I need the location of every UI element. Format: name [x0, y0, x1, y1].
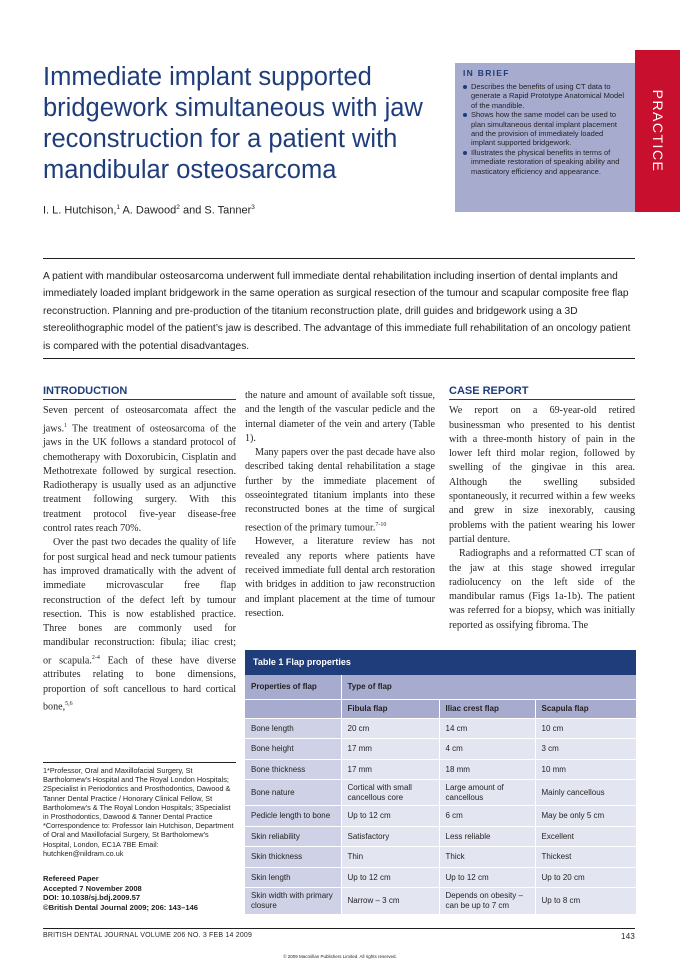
table-cell: 6 cm — [439, 806, 535, 827]
author-1: I. L. Hutchison, — [43, 204, 117, 217]
introduction-heading: INTRODUCTION — [43, 384, 236, 400]
middle-paragraph-2: Many papers over the past decade have also described taking dental rehabilitation a stage further by the immediate placement of osseointegrated titanium implants into these reconstructed bones at the time of surgical resection of the primary tumour.$^{7-10}$ — [245, 447, 435, 534]
table-cell: Large amount of cancellous — [439, 780, 535, 806]
in-brief-item-text: Illustrates the physical benefits in terms of immediate restoration of speaking ability and masticatory efficiency and appearance. — [471, 147, 620, 176]
table-cell: Depends on obesity – can be up to 7 cm — [439, 888, 535, 914]
footer-rule — [43, 928, 635, 929]
column-case-report — [449, 384, 635, 633]
table-cell: Thick — [439, 847, 535, 868]
table-row-header: Bone length — [245, 718, 341, 739]
case-paragraph-1: We report on a 69-year-old retired businessman who presented to his dentist with a three-month history of pain in the lower left third molar region, followed by swelling of the gingivae in this area. Although the swelling subsided spontaneously, it recurred within a few weeks and grew in size inexorably, causing problems with the patient wearing his lower partial denture. — [449, 405, 635, 545]
table-cell: Narrow – 3 cm — [341, 888, 439, 914]
table-row-header: Skin reliability — [245, 826, 341, 847]
table-row — [245, 826, 636, 847]
table-cell: Up to 8 cm — [535, 888, 636, 914]
section-tab — [635, 50, 680, 212]
table-row — [245, 780, 636, 806]
table-row-header: Bone thickness — [245, 759, 341, 780]
intro-paragraph-1: Seven percent of osteosarcomata affect the jaws.$^1$ The treatment of osteosarcoma of the jaws in the UK follows a standard protocol of chemotherapy with Doxorubicin, Cisplatin and Methotrexate followed by surgical resection. Radiotherapy is usually used as an adjunctive treatment following surgery. With this treatment protocol five-year disease-free control rates reach 70%. — [43, 405, 236, 535]
table-cell: Up to 12 cm — [341, 806, 439, 827]
publication-info — [43, 874, 236, 912]
page-footer — [43, 932, 635, 939]
table-cell: 4 cm — [439, 739, 535, 760]
abstract-top-rule — [43, 258, 635, 259]
table-cell: Up to 12 cm — [341, 867, 439, 888]
table-cell: 10 mm — [535, 759, 636, 780]
in-brief-item-text: Describes the benefits of using CT data to generate a Rapid Prototype Anatomical Model of the mandible. — [471, 82, 625, 110]
table-row — [245, 759, 636, 780]
copyright-line: © 2009 Macmillan Publishers Limited. All rights reserved. — [283, 954, 397, 959]
in-brief-heading: IN BRIEF — [463, 68, 510, 78]
table-title: Table 1 Flap properties — [245, 650, 636, 675]
table-cell: 20 cm — [341, 718, 439, 739]
abstract: A patient with mandibular osteosarcoma underwent full immediate dental rehabilitation including insertion of dental implants and immediately loaded implant bridgework in the same operation as surgical resection of the tumour and scapular composite free flap reconstruction. Planning and pre-production of the titanium reconstruction plate, drill guides and bridgework using a 3D stereolithographic model of the patient’s jaw is described. The advantage of this immediate full rehabilitation of an oncology patient is compared with the potential disadvantages. — [43, 271, 631, 352]
table-row — [245, 867, 636, 888]
table-header-col: Fibula flap — [341, 699, 439, 718]
in-brief-item — [463, 148, 625, 176]
affiliations: 1*Professor, Oral and Maxillofacial Surgery, St Bartholomew’s Hospital and The Royal London Hospitals; 2Specialist in Periodontics and Prosthodontics, Dawood & Tanner Dental Practice / Honorary Clinical Fellow, St Bartholomew’s & The Royal London Hospitals; 3Specialist in Prosthodontics, Dawood & Tanner Dental Practice *Correspondence to: Professor Iain Hutchison, Department of Oral and Maxillofacial Surgery, St Bartholomew’s Hospital, London, EC1A 7BE Email: hutchken@nildram.co.uk — [43, 766, 234, 858]
accepted-date: Accepted 7 November 2008 — [43, 883, 142, 893]
table-cell: Less reliable — [439, 826, 535, 847]
table-row — [245, 806, 636, 827]
table-row — [245, 718, 636, 739]
journal-info: BRITISH DENTAL JOURNAL VOLUME 206 NO. 3 FEB 14 2009 — [43, 932, 253, 939]
middle-paragraph-1: the nature and amount of available soft tissue, and the length of the vascular pedicle and the internal diameter of the vein and artery (Table 1). — [245, 390, 435, 444]
table-row — [245, 847, 636, 868]
table-cell: Excellent — [535, 826, 636, 847]
table-cell: 18 mm — [439, 759, 535, 780]
author-1-affil: 1 — [116, 204, 120, 211]
table-cell: 10 cm — [535, 718, 636, 739]
section-tab-label: PRACTICE — [649, 89, 666, 173]
table-row-header: Bone height — [245, 739, 341, 760]
abstract-bottom-rule — [43, 358, 635, 359]
table-cell: 17 mm — [341, 739, 439, 760]
doi: DOI: 10.1038/sj.bdj.2009.57 — [43, 893, 141, 903]
middle-paragraph-3: However, a literature review has not revealed any reports where patients have received immediate full dental arch restoration with bridges in addition to jaw reconstruction and implant placement at the time of tumour resection. — [245, 536, 435, 619]
case-paragraph-2: Radiographs and a reformatted CT scan of the jaw at this stage showed irregular radiolucency on the left side of the mandibular ramus (Figs 1a-1b). The patient was referred for a biopsy, which was initially reported as ossifying fibroma. The — [449, 548, 635, 631]
bullet-icon — [463, 85, 467, 89]
column-middle — [245, 389, 435, 621]
citation: ©British Dental Journal 2009; 206: 143–146 — [43, 902, 199, 912]
bullet-icon — [463, 113, 467, 117]
table-header-col: Iliac crest flap — [439, 699, 535, 718]
in-brief-list — [463, 82, 625, 176]
case-report-heading: CASE REPORT — [449, 384, 635, 400]
table-cell: Satisfactory — [341, 826, 439, 847]
table-cell: Up to 12 cm — [439, 867, 535, 888]
table-cell: May be only 5 cm — [535, 806, 636, 827]
table-row-header: Skin length — [245, 867, 341, 888]
refereed-label: Refereed Paper — [43, 874, 99, 883]
in-brief-item — [463, 110, 625, 148]
table-row-header: Skin width with primary closure — [245, 888, 341, 914]
table-cell: Thin — [341, 847, 439, 868]
table-cell: 14 cm — [439, 718, 535, 739]
table-header-blank — [245, 699, 341, 718]
table-cell: Mainly cancellous — [535, 780, 636, 806]
table-row-header: Bone nature — [245, 780, 341, 806]
in-brief-box — [455, 63, 635, 212]
table-cell: Cortical with small cancellous core — [341, 780, 439, 806]
bullet-icon — [463, 151, 467, 155]
table-grid — [245, 675, 636, 914]
author-2: A. Dawood — [122, 204, 177, 217]
table-row-header: Pedicle length to bone — [245, 806, 341, 827]
article-title: Immediate implant supported bridgework simultaneous with jaw reconstruction for a patient with mandibular osteosarcoma — [43, 63, 423, 184]
author-2-affil: 2 — [176, 204, 180, 211]
table-cell: 17 mm — [341, 759, 439, 780]
table-cell: Thickest — [535, 847, 636, 868]
author-3: and S. Tanner — [182, 204, 252, 217]
table-header-group: Type of flap — [341, 675, 636, 699]
in-brief-item-text: Shows how the same model can be used to plan simultaneous dental implant placement and the provision of immediately loaded implant supported bridgework. — [471, 110, 617, 148]
in-brief-item — [463, 82, 625, 110]
intro-paragraph-2: Over the past two decades the quality of life for post surgical head and neck tumour patients has improved dramatically with the advent of immediate microvascular free flap reconstruction of the defect left by tumour resection. This is now established practice. Three bones are commonly used for mandibular reconstruction: fibula; iliac crest; or scapula.$^{2-4}$ Each of these have diverse attributes relating to bone dimensions, proportion of soft cancellous to hard cortical bone,$^{5,6}$ — [43, 537, 236, 713]
table-cell: 3 cm — [535, 739, 636, 760]
table-cell: Up to 20 cm — [535, 867, 636, 888]
table-row-header: Skin thickness — [245, 847, 341, 868]
table-row — [245, 888, 636, 914]
author-3-affil: 3 — [251, 204, 255, 211]
table-header-property: Properties of flap — [245, 675, 341, 699]
affiliation-rule — [43, 762, 236, 763]
author-list — [43, 204, 255, 217]
table-row — [245, 739, 636, 760]
table-flap-properties — [245, 650, 636, 914]
page-number: 143 — [621, 932, 635, 941]
table-header-col: Scapula flap — [535, 699, 636, 718]
column-introduction — [43, 384, 236, 715]
